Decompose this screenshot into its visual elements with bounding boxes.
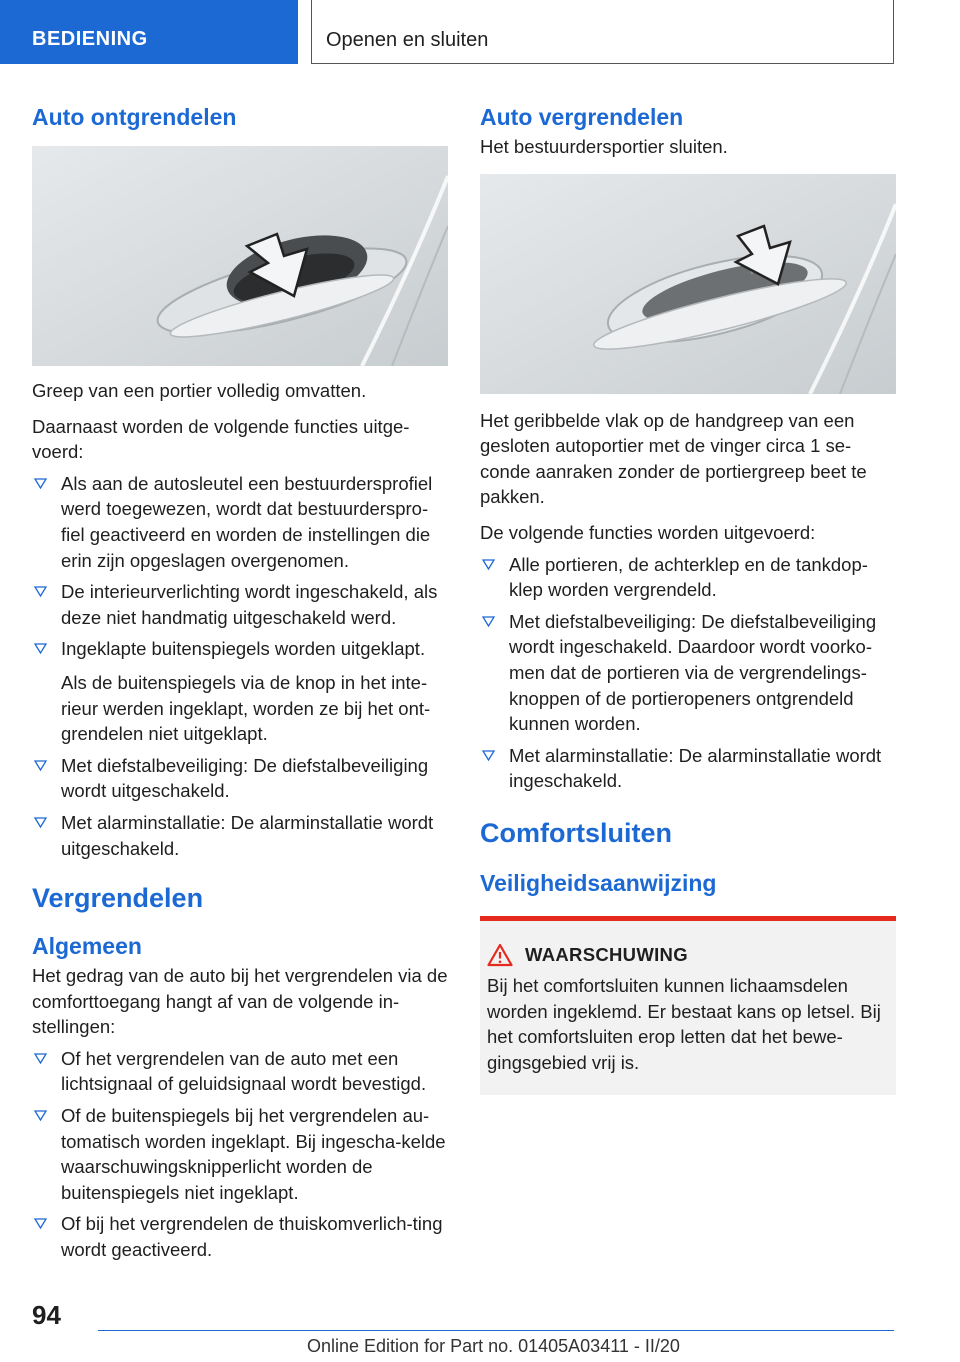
triangle-bullet-icon [482,615,495,628]
header-chapter-box [311,0,894,64]
lock-car-subtitle: Het bestuurdersportier sluiten. [480,136,728,157]
general-list [32,1046,448,1263]
lock-car-text: Het geribbelde vlak op de handgreep van een gesloten autoportier met de vinger circa 1 se-conde aanraken zonder de portiergreep beet te pakken. [480,409,867,508]
triangle-bullet-icon [34,585,47,598]
triangle-bullet-icon [34,816,47,829]
general-text: Het gedrag van de auto bij het vergrendelen via de comforttoegang hangt af van de volgende in-stellingen: [32,965,448,1038]
triangle-bullet-icon [34,759,47,772]
safety-heading: Veiligheidsaanwijzing [480,869,717,896]
footer-edition: Online Edition for Part no. 01405A03411 - II/20 [307,1336,680,1356]
list-item: Als aan de autosleutel een bestuurdersprofiel werd toegewezen, wordt dat bestuurderspro-fiel geactiveerd en worden de instellingen die erin zijn opgeslagen overgenomen. [32,471,448,573]
door-handle-lock-illustration [480,174,896,394]
list-item: Of het vergrendelen van de auto met een lichtsignaal of geluidsignaal wordt bevestigd. [32,1046,448,1097]
list-item: Met alarminstallatie: De alarminstallatie wordt uitgeschakeld. [32,810,448,861]
unlock-heading: Auto ontgrendelen [32,104,237,130]
general-heading: Algemeen [32,933,142,960]
footer-divider [98,1330,894,1331]
header-chapter-label: Openen en sluiten [326,29,489,51]
lock-car-intro: De volgende functies worden uitgevoerd: [480,521,816,543]
triangle-bullet-icon [34,642,47,655]
warning-text: Bij het comfortsluiten kunnen lichaamsdelen worden ingeklemd. Er bestaat kans op letsel. Bij het comfortsluiten erop letten dat het bewe-gingsgebied vrij is. [487,974,881,1073]
unlock-list [32,471,448,662]
unlock-intro: Daarnaast worden de volgende functies uitge-voerd: [32,415,410,463]
triangle-bullet-icon [34,1217,47,1230]
header-section-tab [0,0,298,64]
header-section-label: BEDIENING [32,28,148,50]
unlock-caption: Greep van een portier volledig omvatten. [32,380,367,401]
triangle-bullet-icon [482,558,495,571]
list-item: Alle portieren, de achterklep en de tankdop-klep worden vergrendeld. [480,552,896,603]
warning-box [480,916,896,1095]
lock-section-heading: Vergrendelen [32,883,204,914]
warning-header [487,943,888,967]
unlock-list-continued [32,753,448,861]
mirror-note: Als de buitenspiegels via de knop in het inte-rieur werden ingeklapt, worden ze bij het ont-grendelen niet uitgeklapt. [61,671,431,745]
warning-title: WAARSCHUWING [525,943,688,965]
list-item: De interieurverlichting wordt ingeschakeld, als deze niet handmatig uitgeschakeld werd. [32,579,448,630]
page-number: 94 [32,1300,61,1330]
left-column [32,100,448,1263]
lock-car-heading: Auto vergrendelen [480,104,684,130]
list-item: Of de buitenspiegels bij het vergrendelen au-tomatisch worden ingeklapt. Bij ingescha-kelde waarschuwingsknipperlicht worden de buitenspiegels niet ingeklapt. [32,1103,448,1205]
triangle-bullet-icon [34,477,47,490]
list-item: Met diefstalbeveiliging: De diefstalbeveiliging wordt ingeschakeld. Daardoor wordt voorko-men dat de portieren via de vergrendelings-knoppen of de portieropeners ontgrendeld kunnen worden. [480,609,896,737]
triangle-bullet-icon [34,1052,47,1065]
triangle-bullet-icon [34,1109,47,1122]
right-column [480,100,896,1095]
list-item: Of bij het vergrendelen de thuiskomverlich-ting wordt geactiveerd. [32,1211,448,1262]
list-item: Met diefstalbeveiliging: De diefstalbeveiliging wordt uitgeschakeld. [32,753,448,804]
comfort-heading: Comfortsluiten [480,817,672,848]
door-handle-unlock-illustration [32,146,448,366]
triangle-bullet-icon [482,749,495,762]
warning-triangle-icon [487,943,513,967]
list-item: Ingeklapte buitenspiegels worden uitgeklapt. [32,636,448,662]
lock-list [480,552,896,794]
list-item: Met alarminstallatie: De alarminstallatie wordt ingeschakeld. [480,743,896,794]
